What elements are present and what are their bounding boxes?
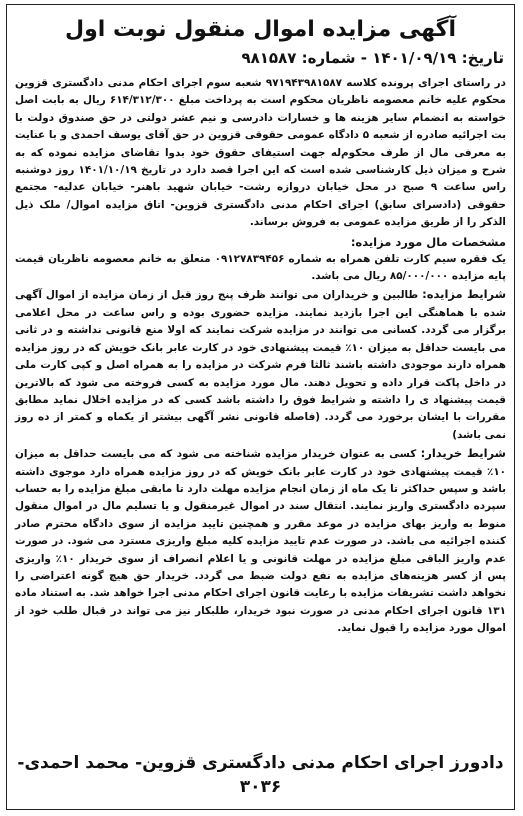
conditions-text: طالبین و خریداران می توانند ظرف پنج روز قبل از زمان مزایده از اموال آگهی شده با هماهنگی این اجرا بازدید نمایند. مزایده حضوری بوده و راس ساعت در محل اعلامی برگزار می گردد. کسانی می توانند در مزایده شرکت نمایند که اولا منع قانونی نداشته و در ثانی می بایست حداقل به میزان ۱۰٪ قیمت پیشنهادی خود در کارت عابر بانک خویش که در روز مزایده همراه دارند موجودی داشته باشند ثالثا فرم شرکت در مزایده را به همراه اصل و کپی کارت ملی در داخل پاکت قرار داده و تحویل دهند. مال مورد مزایده به کسی فروخته می شود که بالاترین قیمت پیشنهاد ی را داشته و شرایط فوق را داشته باشد کسی که در مزایده اخلال نماید مطابق مقررات با ایشان برخورد می گردد. (فاصله قانونی نشر آگهی بیشتر از یکماه و کمتر از ده روز نمی باشد) (15, 289, 506, 441)
notice-body (15, 75, 506, 638)
notice-date-number: تاریخ: ۱۴۰۱/۰۹/۱۹ - شماره: ۹۸۱۵۸۷ (241, 49, 504, 67)
property-paragraph: یک فقره سیم کارت تلفن همراه به شماره ۰۹۱۲۷۸۳۹۴۵۶ متعلق به خانم معصومه ناظریان قیمت پایه مزایده ۸۵/۰۰۰/۰۰۰ ریال می باشد. (15, 252, 506, 283)
auction-notice (6, 4, 515, 810)
property-heading: مشخصات مال مورد مزایده: (350, 234, 506, 249)
notice-title: آگهی مزایده اموال منقول نوبت اول (64, 17, 457, 42)
notice-signature: دادورز اجرای احکام مدنی دادگستری قزوین- محمد احمدی- ۳۰۳۶ (17, 753, 504, 797)
conditions-paragraph (15, 286, 506, 444)
conditions-heading: شرایط مزایده: (422, 287, 506, 302)
buyer-paragraph (15, 445, 506, 637)
buyer-text: کسی به عنوان خریدار مزایده شناخته می شود که می بایست حداقل به میزان ۱۰٪ قیمت پیشنهادی خود در کارت عابر بانک خویش که در روز مزایده همراه دارد موجوی داشته باشد و سپس حداکثر تا یک ماه از زمان انجام مزایده مهلت دارد تا مابقی مبلغ مزایده را به حساب سپرده دادگستری واریز نمایند. انتقال سند در اموال غیرمنقول و یا تسلیم مال در اموال منقول منوط به واریز بهای مزایده در موعد مقرر و همچنین تایید مزایده از سوی دادگاه محترم صادر کننده اجرائیه می باشد. در صورت عدم تایید مزایده کلیه مبلغ واریزی مسترد می شود. در صورت عدم واریز الباقی مبلغ مزایده در مهلت قانونی و یا اعلام انصراف از سوی خریدار ۱۰٪ واریزی پس از کسر هزینه‌های مزایده به نفع دولت ضبط می گردد. خریدار حق هیچ گونه اعتراضی را نخواهد داشت تشریفات مزایده با رعایت قانون اجرای احکام مدنی اجرا خواهد شد. به استناد ماده ۱۳۱ قانون اجرای احکام مدنی در صورت نبود خریدار، طلبکار نیز می تواند در قبال طلب خود از اموال مورد مزایده را قبول نماید. (15, 448, 506, 635)
intro-paragraph: در راستای اجرای پرونده کلاسه ۹۷۱۹۴۳۹۸۱۵۸۷ شعبه سوم اجرای احکام مدنی دادگستری قزوین محکوم علیه خانم معصومه ناظریان محکوم است به پرداخت مبلغ ۶۱۴/۳۱۲/۳۰۰ ریال به بابت اصل خواسته به انضمام سایر هزینه ها و خسارات دادرسی و نیم عشر دولتی در حق صندوق دولت با بت اجرائیه صادره از شعبه ۵ دادگاه عمومی حقوقی قزوین در حق آقای یوسف احمدی و با عنایت به معرفی مال از طرف محکوم‌له جهت استیفای حقوق خود بدوا تقاضای مزایده نموده که به شرح و میزان ذیل کارشناسی شده است که این اجرا قصد دارد در تاریخ ۱۴۰۱/۱۰/۱۹ روز دوشنبه راس ساعت ۹ صبح در محل خیابان دروازه رشت- خیابان شهید باهنر- خیابان عدلیه- مجتمع حقوقی (دادسرای سابق) اجرای احکام مدنی دادگستری قزوین- اتاق مزایده اموال/ ملک ذیل الذکر را از طریق مزایده عمومی به فروش برساند. (15, 77, 506, 229)
buyer-heading: شرایط خریدار: (420, 446, 506, 461)
